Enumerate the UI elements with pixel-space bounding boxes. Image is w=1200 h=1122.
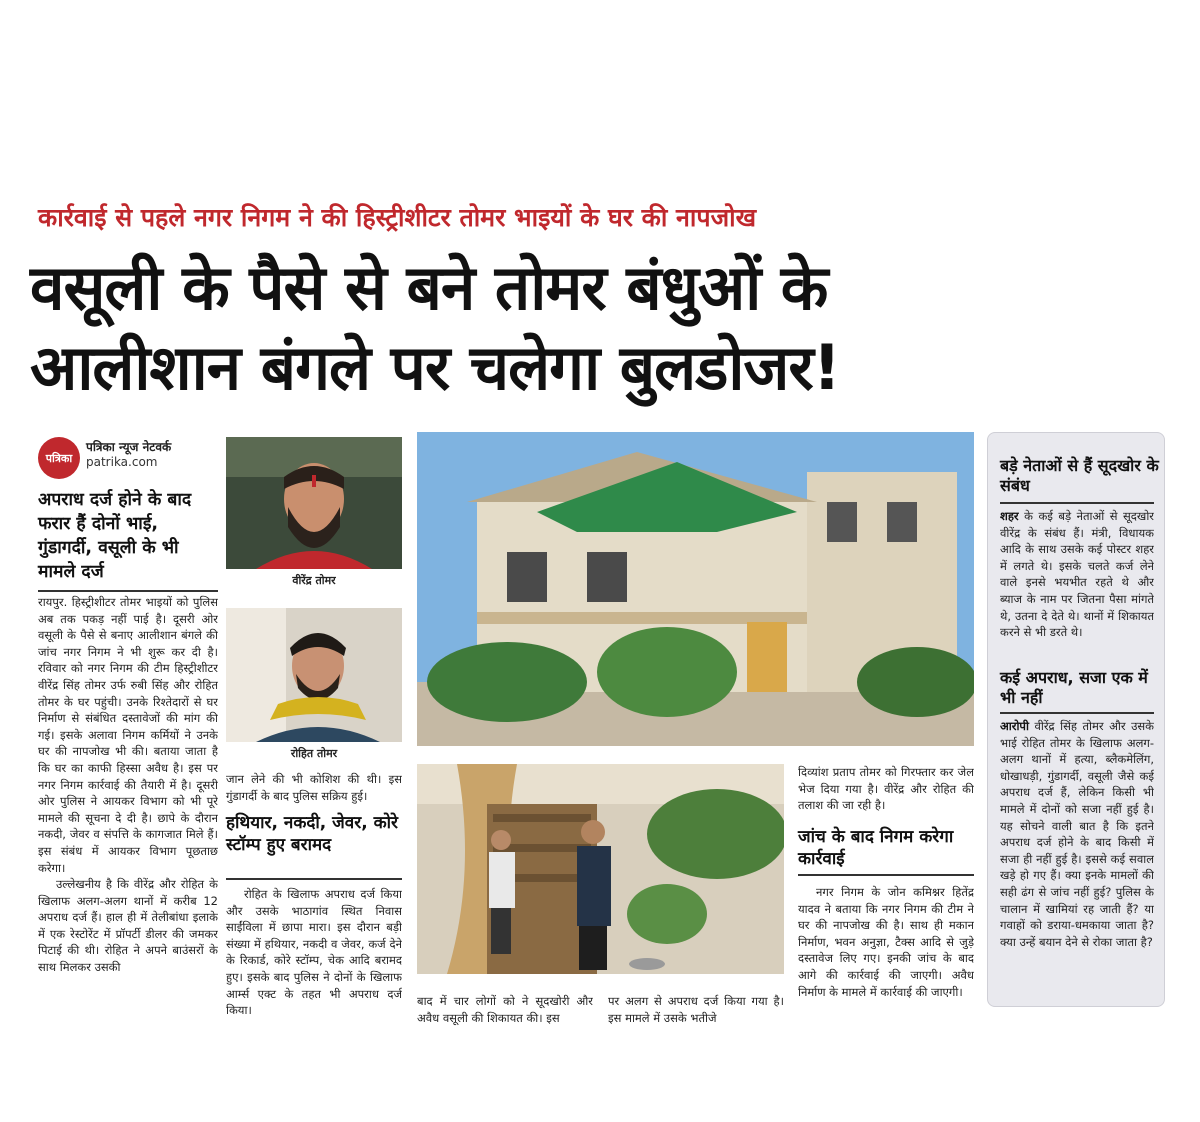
sidebar-text-1: के कई बड़े नेताओं से सूदखोर वीरेंद्र के संबंध हैं। मंत्री, विधायक आदि के साथ उसके कई पोस्टर शहर में लगते थे। इसके चलते कर्ज लेने वाले इनसे भयभीत रहते थे और ब्याज के नाम पर जितना पैसा मांगते थे, उतना दे देते थे। थानों में शिकायत करने से भी डरते थे।	[1000, 509, 1154, 640]
photo-bungalow	[417, 432, 974, 746]
headline-line-1: वसूली के पैसे से बने तोमर बंधुओं के	[30, 251, 828, 324]
column4-body: पर अलग से अपराध दर्ज किया गया है। इस मामले में उसके भतीजे	[608, 994, 784, 1025]
column3-body: बाद में चार लोगों को ने सूदखोरी और अवैध वसूली की शिकायत की। इस	[417, 994, 593, 1025]
photo-virendra-tomar	[226, 437, 402, 569]
sidebar-heading-1: बड़े नेताओं से हैं सूदखोर के संबंध	[1000, 456, 1159, 495]
caption-virendra-tomar: वीरेंद्र तोमर	[292, 574, 336, 587]
divider	[1000, 502, 1154, 504]
column2-body: रोहित के खिलाफ अपराध दर्ज किया और उसके भाठागांव स्थित निवास साईंविला में छापा मारा। इस दौरान बड़ी संख्या में हथियार, नकदी व जेवर, कर्ज देने के रिकार्ड, कोरे स्टॉम्प, चेक आदि बरामद हुए। इसके बाद पुलिस ने दोनों के खिलाफ आर्म्स एक्ट के तहत भी अपराध दर्ज किया।	[226, 887, 402, 1018]
photo-inspection	[417, 764, 784, 974]
column1-heading: अपराध दर्ज होने के बाद फरार हैं दोनों भाई, गुंडागर्दी, वसूली के भी मामले दर्ज	[38, 490, 192, 582]
photo-rohit-tomar	[226, 608, 402, 742]
column5-top-body: दिव्यांश प्रताप तोमर को गिरफ्तार कर जेल भेज दिया गया है। वीरेंद्र और रोहित की तलाश की जा रही है।	[798, 765, 974, 813]
column2-heading: हथियार, नकदी, जेवर, कोरे स्टॉम्प हुए बरामद	[226, 813, 398, 855]
sidebar-lead-1: शहर	[1000, 509, 1019, 523]
caption-rohit-tomar: रोहित तोमर	[290, 747, 338, 760]
divider	[1000, 712, 1154, 714]
main-headline	[30, 248, 1170, 408]
column5-body: नगर निगम के जोन कमिश्नर हितेंद्र यादव ने बताया कि नगर निगम की टीम ने घर की नापजोख की है। साथ ही मकान निर्माण, भवन अनुज्ञा, टैक्स आदि से जुड़े दस्तावेज लिए गए। इनकी जांच के बाद आगे की कार्रवाई की जाएगी। अवैध निर्माण के मामले में कार्रवाई की जाएगी।	[798, 885, 974, 999]
divider	[798, 874, 974, 876]
headline-line-2: आलीशान बंगले पर चलेगा बुलडोजर!	[30, 331, 841, 404]
column2-top-body: जान लेने की भी कोशिश की थी। इस गुंडागर्दी के बाद पुलिस सक्रिय हुई।	[226, 772, 402, 803]
column5-heading: जांच के बाद निगम करेगा कार्रवाई	[798, 827, 954, 869]
column1-body	[38, 594, 218, 1034]
site-url: patrika.com	[86, 455, 158, 469]
divider	[226, 878, 402, 880]
divider	[38, 590, 218, 592]
sidebar-body-1	[1000, 508, 1154, 658]
sidebar-text-2: वीरेंद्र सिंह तोमर और उसके भाई रोहित तोमर के खिलाफ अलग-अलग थानों में हत्या, ब्लैकमेलिंग, धोखाधड़ी, गुंडागर्दी, वसूली जैसे कई अपराध दर्ज हैं, लेकिन किसी भी मामले में दोनों को सजा नहीं हुई है। यह सोचने वाली बात है कि इतने अपराध दर्ज होने के बाद किसी में सजा ही नहीं हुई है। इससे कई सवाल खड़े हो गए हैं। क्या इनके मामलों की सही ढंग से जांच नहीं हुई? पुलिस के चालान में खामियां रह जाती हैं? या गवाहों को डराया-धमकाया जाता है? क्या उन्हें बयान देने से रोका जाता है?	[1000, 719, 1154, 949]
sidebar-body-2	[1000, 718, 1154, 998]
column1-para1: रायपुर. हिस्ट्रीशीटर तोमर भाइयों को पुलिस अब तक पकड़ नहीं पाई है। दूसरी ओर वसूली के पैसे से बनाए आलीशान बंगले की जांच नगर निगम ने भी शुरू कर दी है। रविवार को नगर निगम की टीम हिस्ट्रीशीटर वीरेंद्र सिंह तोमर उर्फ रुबी सिंह और रोहित तोमर के घर पहुंची। उनके रिश्तेदारों से घर निर्माण से संबंधित दस्तावेजों की मांग की गई। इसके अलावा निगम कर्मियों ने उनके घर की नापजोख भी की। बताया जाता है कि घर का काफी हिस्सा अवैध है। इस पर नगर निगम कार्रवाई की तैयारी में है। दूसरी ओर पुलिस ने आयकर विभाग को भी पूरे मामले की सूचना दे दी है। छापे के दौरान नकदी, जेवर व संपत्ति के कागजात मिले हैं। इस संबंध में आयकर विभाग पूछताछ करेगा।	[38, 595, 218, 875]
patrika-logo: पत्रिका	[38, 437, 80, 479]
sidebar-lead-2: आरोपी	[1000, 719, 1029, 733]
column1-para2: उल्लेखनीय है कि वीरेंद्र और रोहित के खिलाफ अलग-अलग थानों में करीब 12 अपराध दर्ज हैं। हाल ही में तेलीबांधा इलाके में एक रेस्टोरेंट में प्रॉपर्टी डीलर की जमकर पिटाई की थी। रोहित ने अपने बाउंसरों के साथ मिलकर उसकी	[38, 877, 218, 975]
kicker-headline: कार्रवाई से पहले नगर निगम ने की हिस्ट्रीशीटर तोमर भाइयों के घर की नापजोख	[38, 203, 757, 232]
sidebar-heading-2: कई अपराध, सजा एक में भी नहीं	[1000, 668, 1148, 707]
news-network-label: पत्रिका न्यूज नेटवर्क	[86, 440, 172, 454]
